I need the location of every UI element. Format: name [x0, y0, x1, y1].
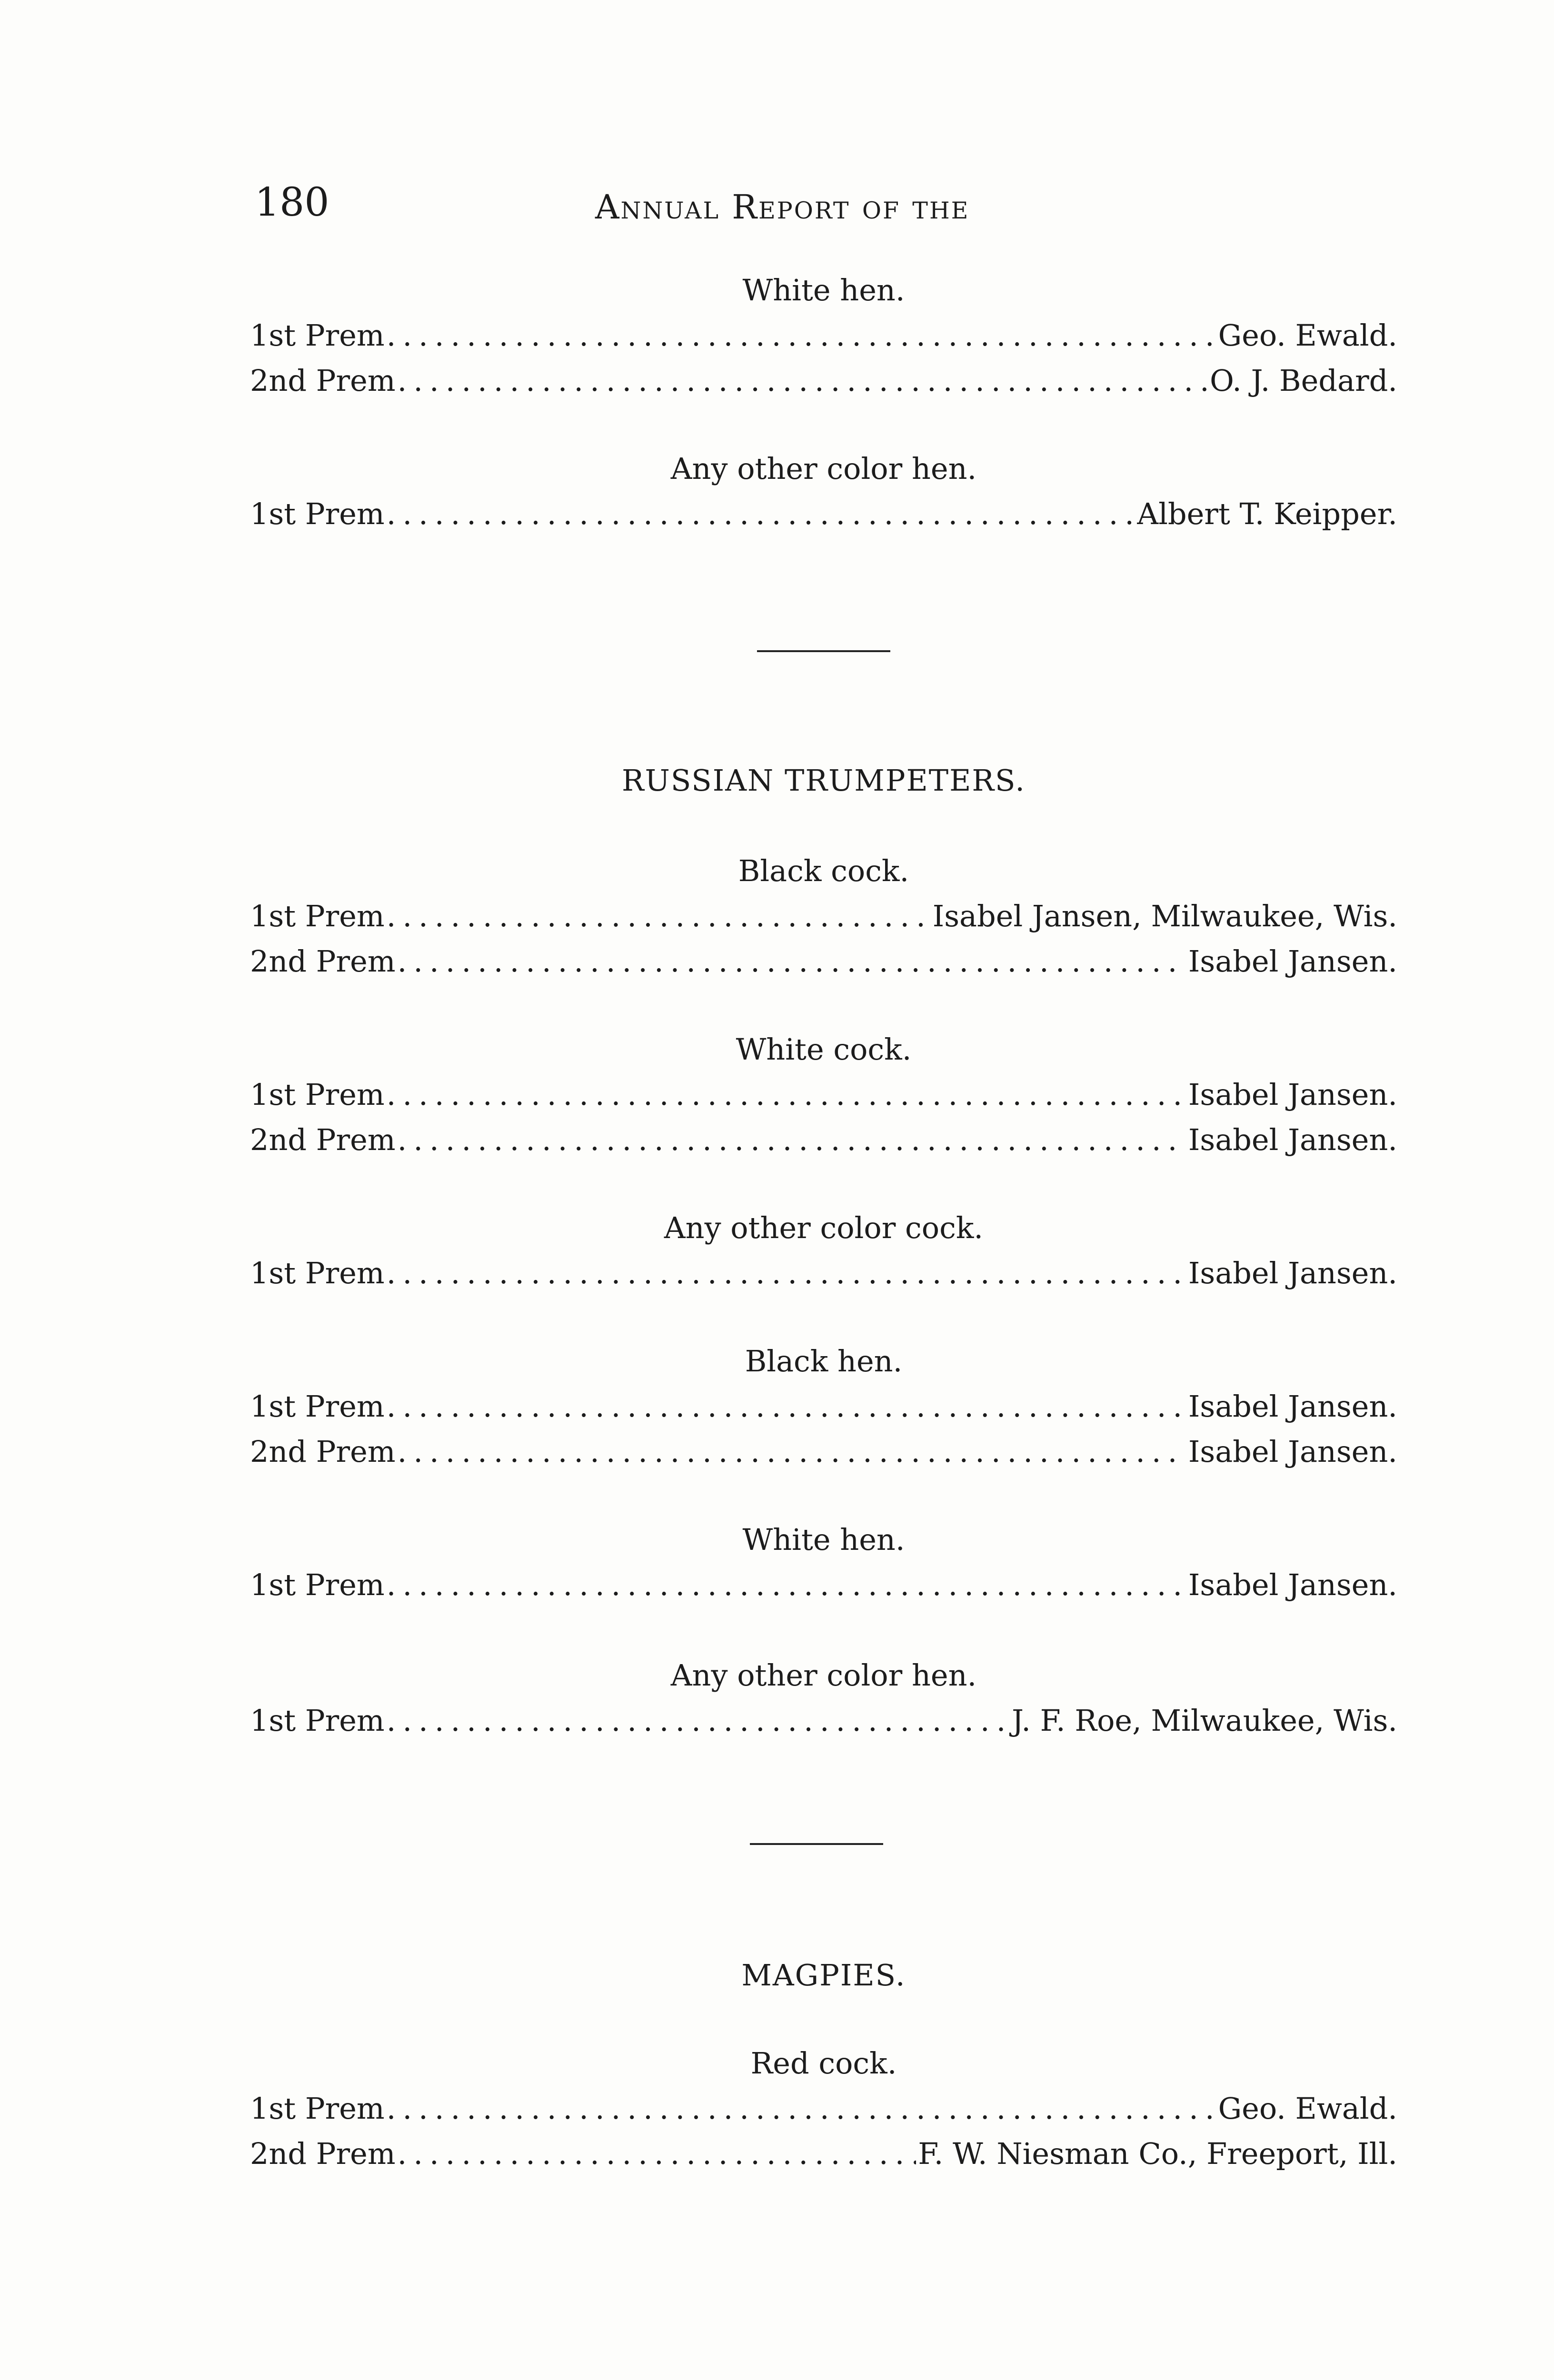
dot-leader — [387, 1702, 1010, 1740]
premium-entry — [250, 495, 1397, 533]
dot-leader — [387, 897, 931, 935]
dot-leader — [387, 1076, 1186, 1114]
winner-name: Isabel Jansen. — [1188, 1434, 1397, 1469]
class-heading: White hen. — [742, 1522, 905, 1557]
class-heading: White cock. — [736, 1032, 912, 1067]
winner-name: O. J. Bedard. — [1209, 363, 1397, 398]
winner-name: F. W. Niesman Co., Freeport, Ill. — [918, 2136, 1397, 2171]
premium-place: 1st Prem — [250, 1389, 385, 1424]
premium-place: 1st Prem — [250, 318, 385, 353]
premium-place: 2nd Prem — [250, 363, 396, 398]
winner-name: Isabel Jansen. — [1188, 1389, 1397, 1424]
class-heading: Red cock. — [750, 2046, 897, 2081]
premium-place: 1st Prem — [250, 899, 385, 933]
dot-leader — [398, 1121, 1186, 1159]
premium-entry — [250, 1433, 1397, 1471]
premium-place: 1st Prem — [250, 2091, 385, 2126]
section-divider — [757, 650, 890, 652]
premium-entry — [250, 2090, 1397, 2128]
winner-name: Isabel Jansen. — [1188, 944, 1397, 979]
premium-entry — [250, 1702, 1397, 1740]
section-divider — [750, 1843, 883, 1845]
winner-name: Geo. Ewald. — [1218, 318, 1397, 353]
premium-place: 1st Prem — [250, 1703, 385, 1738]
winner-name: Isabel Jansen. — [1188, 1122, 1397, 1157]
premium-entry — [250, 942, 1397, 981]
premium-place: 1st Prem — [250, 1567, 385, 1602]
winner-name: Albert T. Keipper. — [1137, 496, 1397, 531]
section-title: RUSSIAN TRUMPETERS. — [621, 763, 1026, 798]
premium-entry — [250, 897, 1397, 935]
premium-place: 1st Prem — [250, 1256, 385, 1290]
premium-place: 1st Prem — [250, 1077, 385, 1112]
winner-name: Isabel Jansen. — [1188, 1077, 1397, 1112]
premium-place: 2nd Prem — [250, 1122, 396, 1157]
premium-place: 1st Prem — [250, 496, 385, 531]
dot-leader — [387, 495, 1136, 533]
premium-place: 2nd Prem — [250, 1434, 396, 1469]
dot-leader — [387, 317, 1216, 355]
class-heading: White hen. — [742, 273, 905, 307]
dot-leader — [387, 2090, 1216, 2128]
winner-name: J. F. Roe, Milwaukee, Wis. — [1012, 1703, 1397, 1738]
premium-entry — [250, 1388, 1397, 1426]
dot-leader — [398, 942, 1186, 981]
premium-entry — [250, 317, 1397, 355]
dot-leader — [398, 2135, 916, 2173]
winner-name: Isabel Jansen, Milwaukee, Wis. — [932, 899, 1397, 933]
class-heading: Any other color cock. — [664, 1210, 984, 1245]
section-title: MAGPIES. — [741, 1958, 906, 1993]
running-title: Annual Report of the — [595, 188, 970, 227]
premium-entry — [250, 1254, 1397, 1292]
winner-name: Geo. Ewald. — [1218, 2091, 1397, 2126]
class-heading: Any other color hen. — [670, 1658, 977, 1693]
premium-entry — [250, 2135, 1397, 2173]
dot-leader — [387, 1566, 1186, 1604]
premium-entry — [250, 362, 1397, 400]
dot-leader — [398, 362, 1208, 400]
page-number: 180 — [255, 180, 329, 225]
winner-name: Isabel Jansen. — [1188, 1256, 1397, 1290]
dot-leader — [398, 1433, 1186, 1471]
premium-entry — [250, 1076, 1397, 1114]
class-heading: Black hen. — [745, 1344, 903, 1378]
class-heading: Any other color hen. — [670, 451, 977, 486]
class-heading: Black cock. — [738, 853, 909, 888]
dot-leader — [387, 1254, 1186, 1292]
dot-leader — [387, 1388, 1186, 1426]
premium-entry — [250, 1566, 1397, 1604]
premium-entry — [250, 1121, 1397, 1159]
winner-name: Isabel Jansen. — [1188, 1567, 1397, 1602]
premium-place: 2nd Prem — [250, 944, 396, 979]
premium-place: 2nd Prem — [250, 2136, 396, 2171]
